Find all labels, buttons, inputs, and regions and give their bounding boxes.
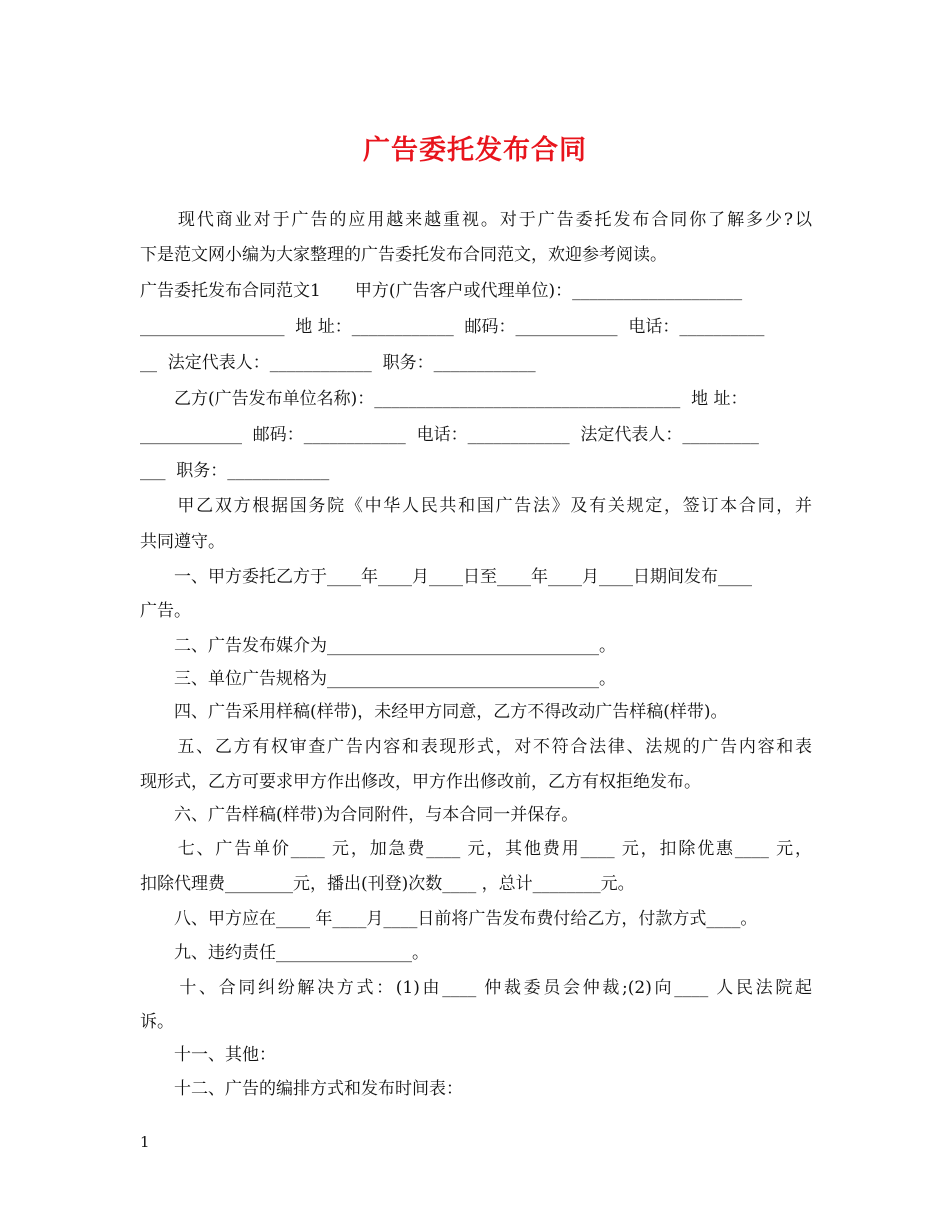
body-line: 一、甲方委托乙方于____年____月____日至____年____月____日期间发布____ — [140, 567, 752, 587]
body-line: 共同遵守。 — [140, 532, 225, 552]
body-line: 甲乙双方根据国务院《中华人民共和国广告法》及有关规定，签订本合同，并 — [140, 496, 812, 516]
body-line: 九、违约责任________________。 — [140, 943, 429, 963]
body-line: 四、广告采用样稿(样带)，未经甲方同意，乙方不得改动广告样稿(样带)。 — [140, 702, 728, 722]
body-line: 十、合同纠纷解决方式：(1)由____ 仲裁委员会仲裁;(2)向____ 人民法院起 — [140, 978, 812, 998]
body-line: 广告。 — [140, 601, 191, 621]
body-line: 十一、其他： — [140, 1045, 276, 1065]
body-line: 六、广告样稿(样带)为合同附件，与本合同一并保存。 — [140, 805, 579, 825]
body-line: 七、广告单价____ 元，加急费____ 元，其他费用____ 元，扣除优惠____ 元， — [140, 839, 812, 859]
body-line: 现代商业对于广告的应用越来越重视。对于广告委托发布合同你了解多少?以 — [140, 210, 812, 230]
body-line: 乙方(广告发布单位名称)：____________________________________ 地 址： — [140, 389, 748, 409]
body-line: 扣除代理费________元，播出(刊登)次数____ ，总计________元。 — [140, 874, 635, 894]
body-line: 三、单位广告规格为________________________________。 — [140, 669, 616, 689]
page-number: 1 — [140, 1133, 150, 1151]
body-line: 广告委托发布合同范文1 甲方(广告客户或代理单位)：____________________ — [140, 281, 743, 301]
body-line: 下是范文网小编为大家整理的广告委托发布合同范文，欢迎参考阅读。 — [140, 245, 667, 265]
body-line: _________________ 地 址：____________ 邮码：____________ 电话：__________ — [140, 317, 765, 337]
body-line: 五、乙方有权审查广告内容和表现形式，对不符合法律、法规的广告内容和表 — [140, 737, 812, 757]
body-line: 诉。 — [140, 1012, 174, 1032]
body-line: ____________ 邮码：____________ 电话：____________ 法定代表人：_________ — [140, 425, 759, 445]
body-line: 现形式，乙方可要求甲方作出修改，甲方作出修改前，乙方有权拒绝发布。 — [140, 772, 701, 792]
body-line: __ 法定代表人：____________ 职务：____________ — [140, 353, 536, 373]
body-line: ___ 职务：____________ — [140, 461, 330, 481]
body-line: 十二、广告的编排方式和发布时间表： — [140, 1079, 463, 1099]
body-line: 八、甲方应在____ 年____月____日前将广告发布费付给乙方，付款方式____。 — [140, 909, 758, 929]
document-title: 广告委托发布合同 — [363, 135, 587, 166]
body-line: 二、广告发布媒介为________________________________。 — [140, 636, 616, 656]
